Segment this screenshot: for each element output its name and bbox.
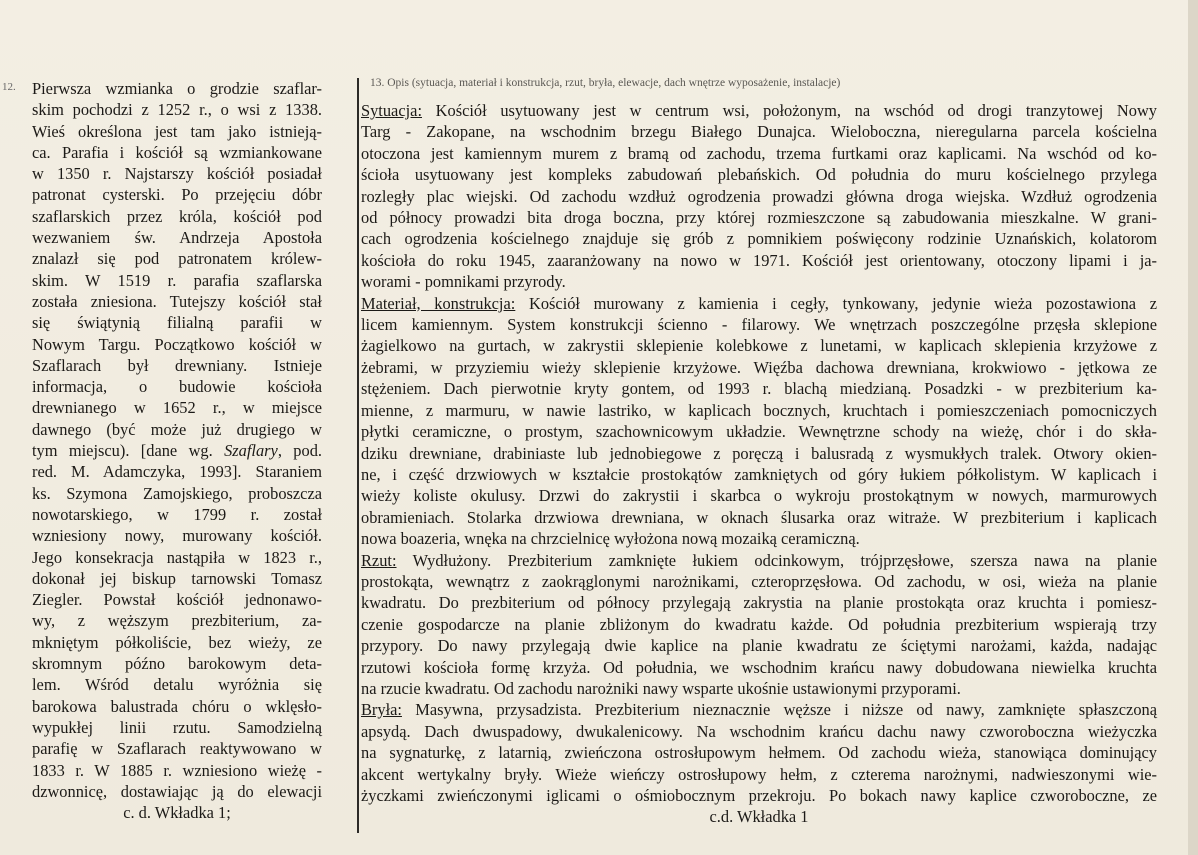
- field-number-12: 12.: [2, 81, 16, 93]
- history-line: dzwonnicę, dostawiając ją do elewacji: [32, 781, 322, 801]
- history-line: dawnego (być może już drugiego w: [32, 419, 322, 439]
- history-line: wypukłej linii rzutu. Samodzielną: [32, 717, 322, 737]
- history-line: Ziegler. Powstał kościół jednonawo-: [32, 590, 322, 610]
- description-line: na sygnaturkę, z latarnią, zwieńczona ostrosłupowym hełmem. Od zachodu wieża, stanowiąca dominujący: [361, 743, 1157, 763]
- history-line: Jego konsekracja nastąpiła w 1823 r.,: [32, 547, 322, 567]
- history-line: lem. Wśród detalu wyróżnia się: [32, 675, 322, 695]
- description-line: płytki ceramiczne, o prostym, szachownicowym układzie. Wewnętrzne schody na wieżę, chór i do skła-: [361, 422, 1157, 442]
- section-label-rzut: Rzut:: [361, 550, 397, 570]
- history-line: została zniesiona. Tutejszy kościół stał: [32, 291, 322, 311]
- history-column: [32, 78, 322, 823]
- page-edge: [1188, 0, 1198, 855]
- description-text: Wydłużony. Prezbiterium zamknięte łukiem odcinkowym, trójprzęsłowe, szersza nawa na planie: [396, 550, 1157, 570]
- source-title: Szaflary: [224, 441, 278, 461]
- history-text: , pod.: [277, 441, 322, 461]
- history-line: barokowa balustrada chóru o wklęsło-: [32, 696, 322, 716]
- description-line: kościoła do roku 1945, zaaranżowany na nowo w 1971. Kościół jest orientowany, otoczony lipami i ja-: [361, 250, 1157, 270]
- history-line: dokonał jej biskup tarnowski Tomasz: [32, 568, 322, 588]
- description-line: [361, 550, 1157, 571]
- history-line: skim. W 1519 r. parafia szaflarska: [32, 270, 322, 290]
- history-line: informacja, o budowie kościoła: [32, 377, 322, 397]
- description-line: prostokąta, wewnątrz z zaokrąglonymi narożnikami, czteroprzęsłowa. Od zachodu, w osi, wieża na planie: [361, 571, 1157, 591]
- description-line: obramieniach. Stolarka drzwiowa drewniana, w oknach ślusarka oraz witraże. W prezbiterium i kaplicach: [361, 507, 1157, 527]
- history-line: wy, z węższym prezbiterium, za-: [32, 611, 322, 631]
- description-line: akcent wertykalny bryły. Wieże wieńczy ostrosłupowy hełm, z czterema narożnymi, nadwieszonymi wie-: [361, 764, 1157, 784]
- history-line: parafię w Szaflarach reaktywowano w: [32, 739, 322, 759]
- history-line: nowotarskiego, w 1799 r. został: [32, 504, 322, 524]
- description-line: [361, 699, 1157, 720]
- description-line: rzutowi kościoła formę krzyża. Od południa, we wschodnim krańcu nawy dobudowana niewielka kruchta: [361, 657, 1157, 677]
- history-line: 1833 r. W 1885 r. wzniesiono wieżę -: [32, 760, 322, 780]
- description-line: worami - pomnikami przyrody.: [361, 272, 566, 292]
- description-line: żagielkowo na gurtach, w zakrystii sklepienie kolebkowe z lunetami, w kaplicach sklepienia krzyżowe z: [361, 336, 1157, 356]
- section-label-material: Materiał, konstrukcja:: [361, 293, 516, 313]
- history-line: wezwaniem św. Andrzeja Apostoła: [32, 228, 322, 248]
- history-line: Szaflarach był drewniany. Istnieje: [32, 355, 322, 375]
- history-text: tym miejscu). [dane wg.: [32, 441, 225, 461]
- history-line: mkniętym półkoliście, bez wieży, ze: [32, 632, 322, 652]
- description-column: [361, 100, 1157, 828]
- history-line: szaflarskich przez króla, kościół pod: [32, 206, 322, 226]
- history-line: się świątynią filialną parafii w: [32, 313, 322, 333]
- history-line: znalazł się pod patronatem królew-: [32, 249, 322, 269]
- description-line: żebrami, w przyziemiu wieży sklepienie krzyżowe. Więźba dachowa drewniana, krokwiowo - jętkowa ze: [361, 357, 1157, 377]
- history-line: wzniesiony nowy, murowany kościół.: [32, 526, 322, 546]
- description-line: na rzucie kwadratu. Od zachodu narożniki nawy wsparte ukośnie ustawionymi przyporami.: [361, 678, 961, 698]
- description-line: otoczona jest kamiennym murem z bramą od zachodu, trzema furtkami oraz kaplicami. Na wschód od ko-: [361, 143, 1157, 163]
- description-line: czenie gospodarcze na planie zbliżonym do kwadratu każde. Od południa prezbiterium wspierają trzy: [361, 614, 1157, 634]
- description-line: życzkami zwieńczonymi iglicami o ośmiobocznym przekroju. Po bokach nawy kaplice czworoboczne, ze: [361, 786, 1157, 805]
- description-line: rozległy plac wiejski. Od zachodu wzdłuż ogrodzenia prowadzi główna droga wiejska. Wzdłuż ogrodzenia: [361, 186, 1157, 206]
- description-text: Kościół usytuowany jest w centrum wsi, położonym, na wschód od drogi tranzytowej Nowy: [422, 101, 1157, 120]
- description-line: cach ogrodzenia kościelnego znajduje się grób z pomnikiem poświęcony rodzinie Uznańskich, kolatorom: [361, 229, 1157, 249]
- description-line: licem kamiennym. System konstrukcji ścienno - filarowy. We wnętrzach poszczególne przęsła sklepione: [361, 315, 1157, 335]
- description-line: [361, 293, 1157, 314]
- field-header-13: 13. Opis (sytuacja, materiał i konstrukcja, rzut, bryła, elewacje, dach wnętrze wyposażenie, instalacje): [370, 77, 841, 89]
- history-line: red. M. Adamczyka, 1993]. Staraniem: [32, 462, 322, 482]
- description-line: stężeniem. Dach pierwotnie kryty gontem, od 1993 r. blachą miedzianą. Posadzki - w prezbiterium ka-: [361, 379, 1157, 399]
- description-line: apsydą. Dach dwuspadowy, dwukalenicowy. Na wschodnim krańcu dachu nawy czworoboczna wieżyczka: [361, 721, 1157, 741]
- history-line: skim pochodzi z 1252 r., o wsi z 1338.: [32, 100, 322, 120]
- history-line: Wieś określona jest tam jako istnieją-: [32, 121, 322, 141]
- description-line: [361, 100, 1157, 121]
- description-line: kwadratu. Do prezbiterium od północy przylegają zakrystia na planie prostokąta oraz kruchta i pomiesz-: [361, 593, 1157, 613]
- history-line: ca. Parafia i kościół są wzmiankowane: [32, 142, 322, 162]
- description-line: wieży koliste okulusy. Drzwi do zakrystii i skarbca o wykroju prostokątnym w nowych, marmurowych: [361, 486, 1157, 506]
- history-line: patronat cysterski. Po przejęciu dóbr: [32, 185, 322, 205]
- description-line: Targ - Zakopane, na wschodnim brzegu Białego Dunajca. Wieloboczna, nieregularna parcela kościelna: [361, 122, 1157, 142]
- section-label-sytuacja: Sytuacja:: [361, 101, 422, 120]
- continuation-note: c. d. Wkładka 1;: [123, 803, 231, 823]
- description-line: ne, i część drzwiowych w kształcie prostokątów zamkniętych od góry łukiem półkolistym. W kaplicach i: [361, 464, 1157, 484]
- description-text: Masywna, przysadzista. Prezbiterium nieznacznie węższe i niższe od nawy, zamknięte spłaszczoną: [401, 700, 1157, 720]
- history-line: ks. Szymona Zamojskiego, proboszcza: [32, 483, 322, 503]
- history-line: skromnym późno barokowym deta-: [32, 654, 322, 674]
- description-line: mienne, z marmuru, w nawie lastriko, w kaplicach bocznych, kruchtach i pomieszczeniach pomocniczych: [361, 400, 1157, 420]
- description-line: dziku drewniane, drabiniaste lub jednobiegowe z poręczą i balusradą z wysmukłych tralek. Otwory okien-: [361, 443, 1157, 463]
- history-line: Nowym Targu. Początkowo kościół w: [32, 334, 322, 354]
- section-label-bryla: Bryła:: [361, 700, 402, 720]
- description-line: przypory. Do nawy przylegają dwie kaplice na planie kwadratu ze ściętymi narożami, każda, nadając: [361, 636, 1157, 656]
- description-line: ścioła usytuowany jest kompleks zabudowań plebańskich. Od południa do muru kościelnego przylega: [361, 165, 1157, 185]
- description-line: od północy prowadzi bita droga boczna, przy której rozmieszczone są zabudowania mieszkalne. W grani-: [361, 208, 1157, 228]
- continuation-note: c.d. Wkładka 1: [709, 807, 809, 827]
- history-line: [32, 440, 322, 461]
- description-text: Kościół murowany z kamienia i cegły, tynkowany, jedynie wieża pozostawiona z: [515, 293, 1157, 313]
- history-line: w 1350 r. Najstarszy kościół posiadał: [32, 164, 322, 184]
- column-divider: [357, 78, 359, 833]
- description-line: nowa boazeria, wnęka na chrzcielnicę wyłożona nową mozaiką ceramiczną.: [361, 529, 860, 549]
- history-line: drewnianego w 1652 r., w miejsce: [32, 398, 322, 418]
- history-line: Pierwsza wzmianka o grodzie szaflar-: [32, 79, 322, 98]
